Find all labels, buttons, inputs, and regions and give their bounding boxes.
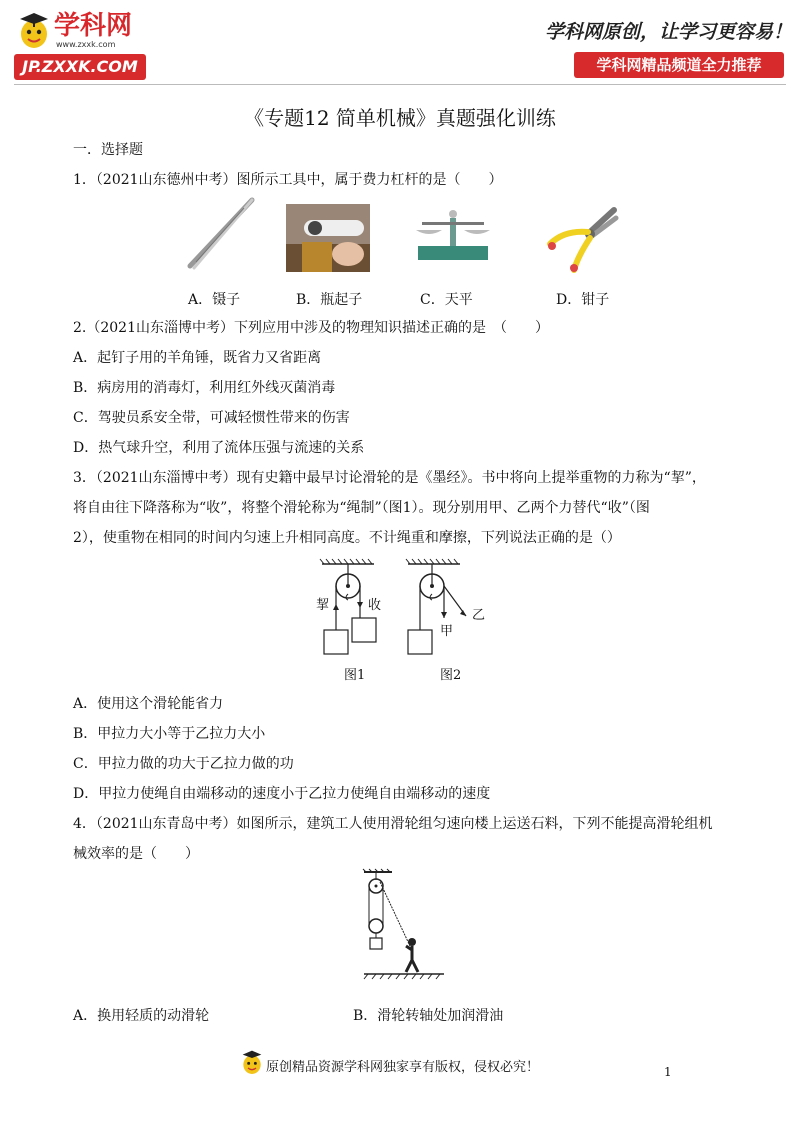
q3-stem-line-1: 3．（2021山东淄博中考）现有史籍中最早讨论滑轮的是《墨经》。书中将向上提举重物的力称为“挈”，	[73, 470, 706, 486]
q1-stem: 1．（2021山东德州中考）图所示工具中，属于费力杠杆的是（ ）	[73, 172, 503, 188]
q2-option-a: A．起钉子用的羊角锤，既省力又省距离	[73, 350, 322, 366]
q3-option-b: B．甲拉力大小等于乙拉力大小	[73, 726, 266, 742]
q1-option-d: D．钳子	[556, 292, 610, 308]
q2-stem: 2.（2021山东淄博中考）下列应用中涉及的物理知识描述正确的是 （ ）	[73, 320, 549, 336]
jp-badge[interactable]: JP.ZXXK.COM	[14, 54, 146, 80]
tweezers-icon	[184, 196, 256, 272]
bottle-opener-photo	[286, 204, 370, 272]
q1-option-b: B．瓶起子	[296, 292, 363, 308]
footer-copyright: 原创精品资源学科网独家享有版权，侵权必究！	[266, 1060, 540, 1075]
fig2-caption: 图2	[440, 668, 462, 683]
q3-stem-line-3: 2），使重物在相同的时间内匀速上升相同高度。不计绳重和摩擦，下列说法正确的是（）	[73, 530, 621, 546]
brand-url: www.zxxk.com	[56, 40, 116, 49]
section-heading: 一．选择题	[73, 142, 143, 158]
brand-name: 学科网	[54, 11, 133, 41]
q4-option-b: B．滑轮转轴处加润滑油	[353, 1008, 504, 1024]
pliers-icon	[544, 204, 620, 274]
fig2-label-yi: 乙	[472, 608, 486, 623]
q3-option-d: D．甲拉力使绳自由端移动的速度小于乙拉力使绳自由端移动的速度	[73, 786, 491, 802]
pulley-figure	[300, 558, 500, 682]
slogan: 学科网原创，让学习更容易！	[545, 21, 793, 43]
q4-option-a: A．换用轻质的动滑轮	[73, 1008, 210, 1024]
channel-badge[interactable]: 学科网精品频道全力推荐	[574, 52, 784, 78]
fig1-caption: 图1	[344, 668, 366, 683]
q2-option-b: B．病房用的消毒灯，利用红外线灭菌消毒	[73, 380, 336, 396]
balance-scale-icon	[412, 206, 494, 264]
q1-option-a: A．镊子	[188, 292, 241, 308]
q4-stem-line-1: 4．（2021山东青岛中考）如图所示，建筑工人使用滑轮组匀速向楼上运送石料，下列不能提高滑轮组机	[73, 816, 713, 832]
q3-option-a: A．使用这个滑轮能省力	[73, 696, 224, 712]
mascot-icon	[16, 10, 52, 50]
header-divider	[14, 84, 786, 85]
pulley-worker-figure	[362, 868, 446, 982]
fig1-label-shou: 收	[368, 598, 382, 613]
q2-option-c: C．驾驶员系安全带，可减轻惯性带来的伤害	[73, 410, 350, 426]
q4-stem-line-2: 械效率的是（ ）	[73, 846, 199, 862]
q1-option-c: C．天平	[420, 292, 473, 308]
fig2-label-jia: 甲	[440, 624, 454, 639]
footer-mascot-icon	[240, 1048, 264, 1076]
fig1-label-qie: 挈	[316, 598, 330, 613]
page-title: 《专题12 简单机械》真题强化训练	[244, 106, 556, 130]
q3-option-c: C．甲拉力做的功大于乙拉力做的功	[73, 756, 294, 772]
q3-stem-line-2: 将自由往下降落称为“收”，将整个滑轮称为“绳制”（图1）。现分别用甲、乙两个力替代“收”（图	[73, 500, 650, 516]
page-number: 1	[664, 1065, 672, 1079]
q2-option-d: D．热气球升空，利用了流体压强与流速的关系	[73, 440, 365, 456]
